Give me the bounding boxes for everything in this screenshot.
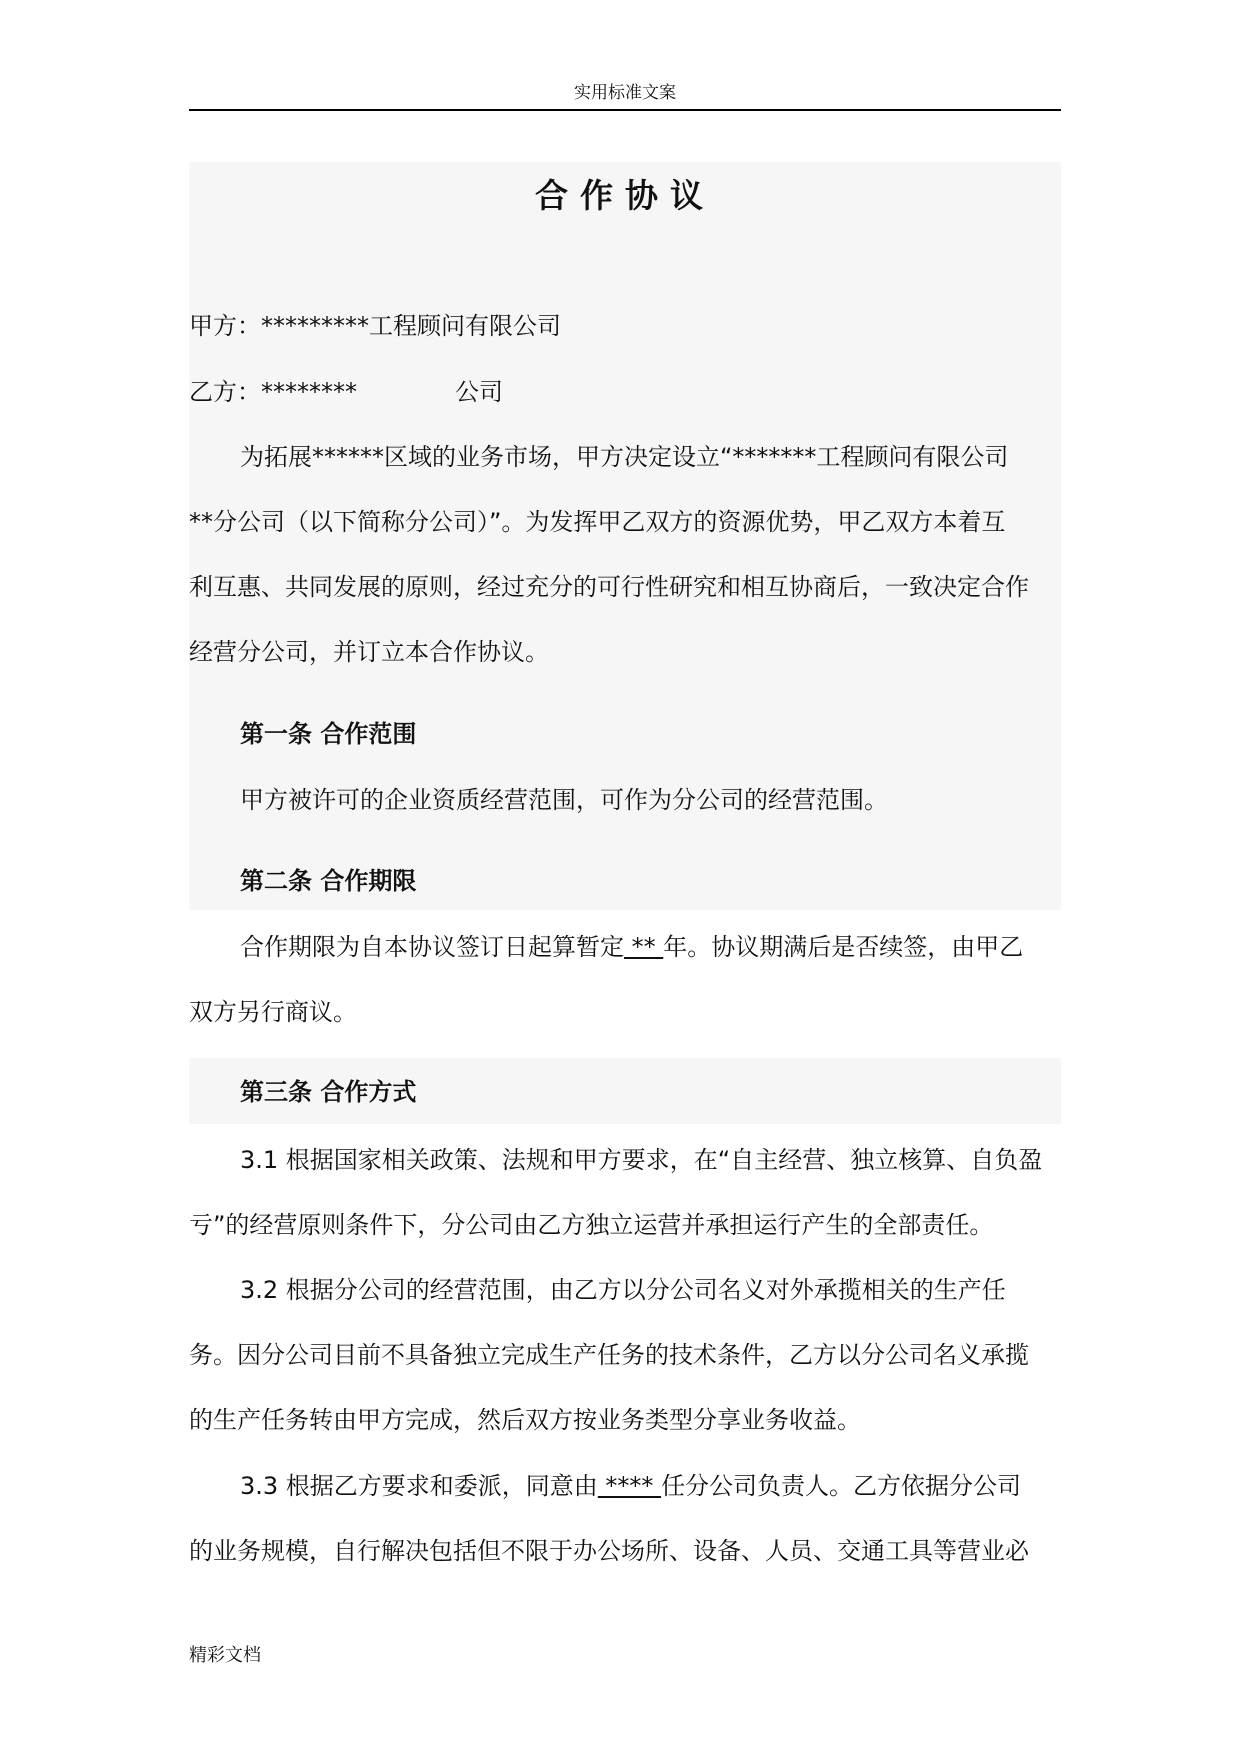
article3-p3-post: 任分公司负责人。乙方依据分公司 — [661, 1472, 1022, 1500]
article2-body-line-2: 双方另行商议。 — [189, 998, 357, 1026]
article2-term-blank: ** — [624, 933, 664, 961]
article3-p2-line-3: 的生产任务转由甲方完成，然后双方按业务类型分享业务收益。 — [189, 1406, 861, 1434]
intro-line-2: **分公司（以下简称分公司）”。为发挥甲乙双方的资源优势，甲乙双方本着互 — [189, 508, 1006, 536]
article3-p3-line-1 — [240, 1466, 1069, 1506]
party-a: 甲方：*********工程顾问有限公司 — [189, 312, 561, 340]
article3-p2-line-1: 3.2 根据分公司的经营范围，由乙方以分公司名义对外承揽相关的生产任 — [240, 1276, 1006, 1304]
article2-body-pre: 合作期限为自本协议签订日起算暂定 — [240, 933, 624, 961]
article3-p1-line-2: 亏”的经营原则条件下，分公司由乙方独立运营并承担运行产生的全部责任。 — [189, 1211, 994, 1239]
party-b-suffix: 公司 — [455, 378, 503, 406]
article2-body-line-1 — [240, 927, 1069, 967]
article3-heading: 第三条 合作方式 — [240, 1078, 417, 1106]
document-title: 合作协议 — [535, 176, 715, 215]
article2-body-post: 年。协议期满后是否续签，由甲乙 — [663, 933, 1024, 961]
party-b-prefix: 乙方：******** — [189, 378, 357, 406]
page-footer: 精彩文档 — [189, 1645, 261, 1666]
article3-p3-blank: **** — [597, 1472, 662, 1500]
intro-line-4: 经营分公司，并订立本合作协议。 — [189, 638, 549, 666]
intro-line-3: 利互惠、共同发展的原则，经过充分的可行性研究和相互协商后，一致决定合作 — [189, 573, 1029, 601]
article1-body: 甲方被许可的企业资质经营范围，可作为分公司的经营范围。 — [240, 786, 888, 814]
article3-p3-pre: 3.3 根据乙方要求和委派，同意由 — [240, 1472, 598, 1500]
header-text: 实用标准文案 — [574, 83, 676, 103]
intro-line-1: 为拓展******区域的业务市场，甲方决定设立“*******工程顾问有限公司 — [240, 443, 1009, 471]
article2-heading: 第二条 合作期限 — [240, 867, 417, 895]
article1-heading: 第一条 合作范围 — [240, 720, 417, 748]
party-b — [189, 372, 1069, 412]
article3-p3-line-2: 的业务规模，自行解决包括但不限于办公场所、设备、人员、交通工具等营业必 — [189, 1537, 1029, 1565]
page-header — [189, 82, 1061, 111]
article3-p1-line-1: 3.1 根据国家相关政策、法规和甲方要求，在“自主经营、独立核算、自负盈 — [240, 1146, 1043, 1174]
article3-p2-line-2: 务。因分公司目前不具备独立完成生产任务的技术条件，乙方以分公司名义承揽 — [189, 1341, 1029, 1369]
